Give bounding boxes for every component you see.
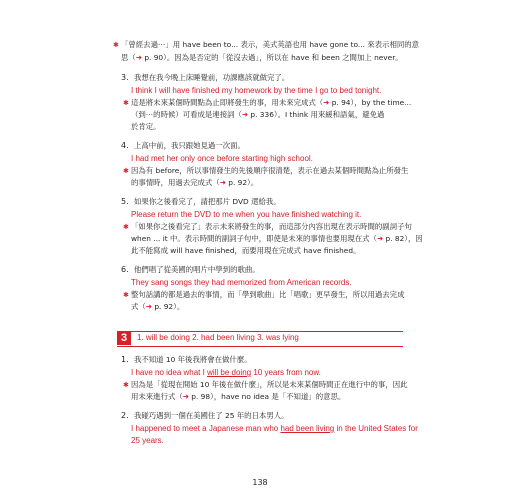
item-number: 2. — [121, 411, 129, 420]
note-bullet: ✱ — [123, 99, 129, 107]
note-text: 因為是「從現在開始 10 年後在做什麼」，所以是未來某個時間正在進行中的事，因此 — [131, 380, 408, 389]
note-bullet: ✱ — [123, 291, 129, 299]
item-answer-cont: 25 years. — [131, 436, 164, 445]
item-question: 如果你之後看完了，請把那片 DVD 還給我。 — [134, 197, 281, 206]
item-answer: They sang songs they had memorized from American records. — [131, 278, 352, 287]
arrow-right-icon: ➜ — [219, 178, 229, 187]
item-number: 1. — [121, 355, 129, 364]
note-text: （到⋯的時候）可看成是連接詞（➜ p. 336）。I think 用來緩和語氣，避免過 — [131, 110, 385, 119]
note-bullet: ✱ — [113, 41, 119, 49]
item-number: 3. — [121, 73, 129, 82]
note-bullet: ✱ — [123, 223, 129, 231]
note-text: 「如果你之後看完了」表示未來將發生的事，而這部分內容出現在表示時間的副詞子句 — [131, 222, 412, 231]
item-answer: Please return the DVD to me when you have finished watching it. — [131, 210, 362, 219]
section-number: 3 — [117, 331, 131, 345]
note-text: 用未來進行式（➜ p. 98），have no idea 是「不知道」的意思。 — [131, 392, 346, 401]
section-answers: 1. will be doing 2. had been living 3. was lying — [137, 333, 299, 342]
note-text: 「曾經去過⋯」用 have been to... 表示，美式英語也用 have gone to... 來表示相同的意 — [121, 40, 420, 49]
item-number: 6. — [121, 265, 129, 274]
note-text: 整句話講的都是過去的事情，而「學到歌曲」比「唱歌」更早發生，所以用過去完成 — [131, 290, 405, 299]
arrow-right-icon: ➜ — [241, 110, 251, 119]
item-question: 我碰巧遇到一個在美國住了 25 年的日本男人。 — [134, 411, 289, 420]
arrow-right-icon: ➜ — [145, 302, 155, 311]
arrow-right-icon: ➜ — [376, 234, 386, 243]
note-text: 於肯定。 — [131, 122, 161, 131]
item-answer: I happened to meet a Japanese man who had been living in the United States for — [131, 424, 418, 433]
note-text: 的事情時，用過去完成式（➜ p. 92）。 — [131, 178, 259, 187]
item-number: 4. — [121, 141, 129, 150]
page-number: 138 — [252, 478, 268, 487]
note-text: 這是將未來某個時間點為止即將發生的事，用未來完成式（➜ p. 94），by the time... — [131, 98, 412, 107]
note-text: when ... it 中。表示時間的副詞子句中，即使是未來的事情也要用現在式（➜ p. 82），因 — [131, 234, 423, 243]
item-answer: I think I will have finished my homework by the time I go to bed tonight. — [131, 86, 382, 95]
arrow-right-icon: ➜ — [323, 98, 332, 107]
item-question: 上高中前，我只跟她見過一次面。 — [134, 141, 245, 150]
item-question: 我想在我今晚上床睡覺前，功課應該就做完了。 — [134, 73, 290, 82]
item-question: 他們唱了從美國的唱片中學到的歌曲。 — [134, 265, 260, 274]
note-text: 因為有 before，所以事情發生的先後順序很清楚，表示在過去某個時間點為止所發生 — [131, 166, 409, 175]
item-answer: I have no idea what I will be doing 10 years from now. — [131, 368, 321, 377]
note-bullet: ✱ — [123, 167, 129, 175]
arrow-right-icon: ➜ — [135, 53, 145, 62]
note-text: 式（➜ p. 92）。 — [131, 302, 185, 311]
note-text: 思（➜ p. 90）。因為是否定的「從沒去過」，所以在 have 和 been 之間加上 never。 — [121, 53, 403, 62]
item-question: 我不知道 10 年後我將會在做什麼。 — [134, 355, 252, 364]
item-answer: I had met her only once before starting high school. — [131, 154, 313, 163]
item-number: 5. — [121, 197, 129, 206]
arrow-right-icon: ➜ — [182, 392, 192, 401]
note-bullet: ✱ — [123, 381, 129, 389]
note-text: 此不能寫成 will have finished，而要用現在完成式 have finished。 — [131, 246, 361, 255]
